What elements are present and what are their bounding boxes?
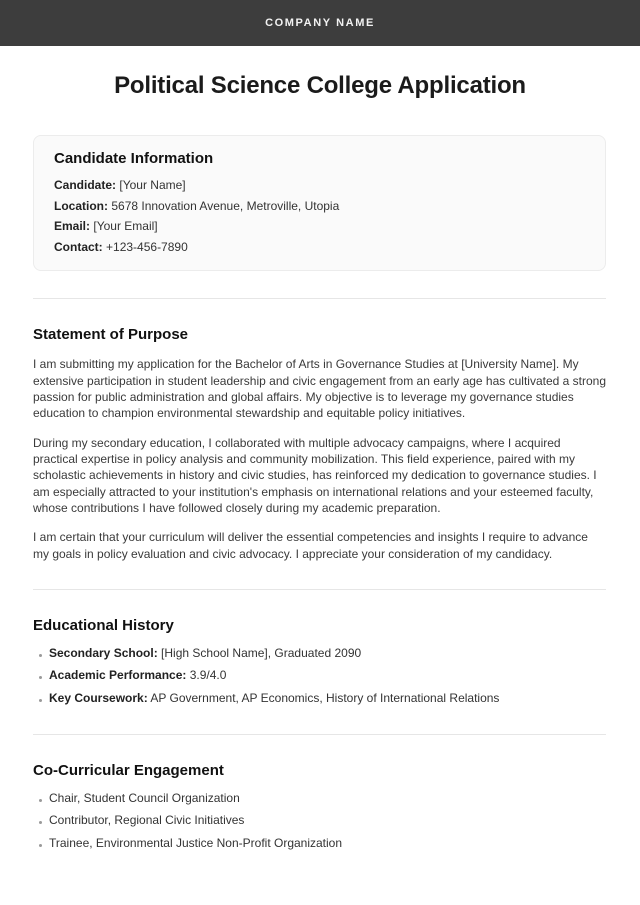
list-item	[33, 668, 606, 684]
education-list	[33, 646, 606, 707]
section-co-curricular	[33, 762, 606, 852]
candidate-field	[54, 178, 585, 194]
document-body	[0, 135, 640, 898]
candidate-info-heading: Candidate Information	[54, 150, 214, 167]
list-item	[33, 813, 606, 829]
education-heading: Educational History	[33, 616, 174, 634]
list-item	[33, 646, 606, 662]
list-item-text	[49, 668, 226, 684]
list-item-value: AP Government, AP Economics, History of International Relations	[150, 691, 500, 705]
section-educational-history	[33, 617, 606, 707]
statement-heading: Statement of Purpose	[33, 326, 189, 344]
list-item-text: Chair, Student Council Organization	[49, 790, 240, 805]
location-field	[54, 199, 585, 215]
list-item-label: Key Coursework:	[49, 691, 148, 705]
list-item	[33, 691, 606, 707]
bullet-dot-icon	[39, 799, 42, 802]
contact-field-label: Contact:	[54, 239, 103, 254]
company-name-label: COMPANY NAME	[265, 17, 375, 29]
statement-paragraph-1: I am submitting my application for the Bachelor of Arts in Governance Studies at [University Name]. My extensive participation in student leadership and civic engagement from an early age has cultivated a strong passion for public administration and global affairs. My objective is to leverage my governance studies education to champion environmental stewardship and equitable policy initiatives.	[33, 357, 607, 421]
section-divider	[33, 734, 606, 735]
list-item-label: Secondary School:	[49, 645, 158, 660]
contact-field-value: +123-456-7890	[106, 239, 188, 254]
header-bar	[0, 0, 640, 46]
engagement-heading: Co-Curricular Engagement	[33, 761, 224, 779]
bullet-dot-icon	[39, 699, 42, 702]
list-item-label: Academic Performance:	[49, 668, 187, 683]
section-divider	[33, 589, 606, 590]
list-item-text	[49, 691, 499, 707]
bullet-dot-icon	[39, 676, 42, 679]
email-field-value: [Your Email]	[93, 219, 158, 234]
candidate-info-card	[33, 135, 606, 271]
list-item-text: Contributor, Regional Civic Initiatives	[49, 813, 245, 828]
engagement-list	[33, 791, 606, 852]
section-divider	[33, 298, 606, 299]
section-statement-of-purpose	[33, 326, 606, 561]
bullet-dot-icon	[39, 821, 42, 824]
page-title: Political Science College Application	[114, 72, 526, 99]
email-field	[54, 219, 585, 235]
list-item-text: Trainee, Environmental Justice Non-Profit Organization	[49, 835, 343, 850]
list-item-text	[49, 646, 361, 662]
statement-paragraph-2: During my secondary education, I collaborated with multiple advocacy campaigns, where I acquired practical expertise in policy analysis and community mobilization. This field experience, paired with my scholastic achievements in history and civic studies, has reinforced my dedication to governance studies. I am especially attracted to your institution's emphasis on international relations and your esteemed faculty, whose contributions I have followed closely during my academic preparation.	[33, 435, 597, 515]
location-field-value: 5678 Innovation Avenue, Metroville, Utopia	[111, 198, 340, 213]
contact-field	[54, 240, 585, 256]
statement-paragraph-3: I am certain that your curriculum will deliver the essential competencies and insights I require to advance my goals in policy evaluation and civic advocacy. I appreciate your consideration of my candidacy.	[33, 530, 588, 561]
candidate-field-label: Candidate:	[54, 178, 117, 192]
list-item	[33, 836, 606, 852]
bullet-dot-icon	[39, 654, 42, 657]
list-item	[33, 791, 606, 807]
email-field-label: Email:	[54, 219, 91, 234]
list-item-value: 3.9/4.0	[189, 668, 227, 683]
list-item-value: [High School Name], Graduated 2090	[161, 645, 362, 660]
location-field-label: Location:	[54, 198, 108, 213]
bullet-dot-icon	[39, 844, 42, 847]
candidate-field-value: [Your Name]	[119, 178, 186, 192]
